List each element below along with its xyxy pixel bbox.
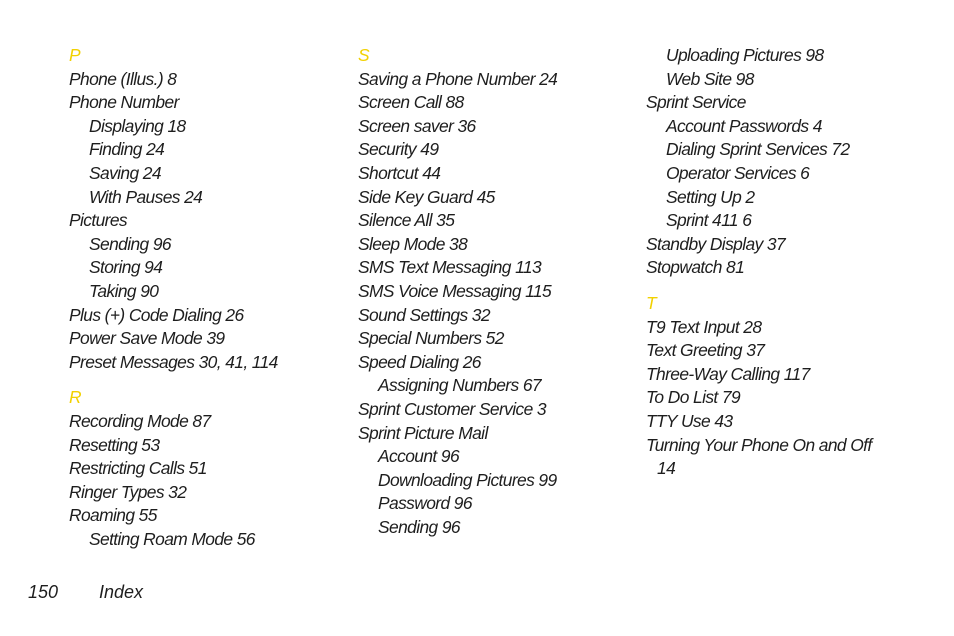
index-entry: Ringer Types 32 [69, 481, 187, 502]
index-subentry: Sending 96 [378, 516, 460, 537]
index-entry: Speed Dialing 26 [358, 351, 481, 372]
index-entry: Sprint Customer Service 3 [358, 398, 546, 419]
index-letter-heading: P [69, 45, 80, 65]
index-entry: SMS Text Messaging 113 [358, 257, 542, 278]
index-subentry: Account 96 [378, 446, 460, 467]
index-entry: Sound Settings 32 [358, 304, 490, 325]
index-entry: Plus (+) Code Dialing 26 [69, 304, 244, 325]
index-subentry: Uploading Pictures 98 [666, 45, 824, 65]
index-entry: Phone Number [69, 92, 179, 113]
index-subentry: Taking 90 [89, 280, 159, 301]
index-entry: T9 Text Input 28 [646, 316, 762, 337]
index-subentry: Account Passwords 4 [666, 115, 822, 136]
index-entry: Pictures [69, 210, 128, 231]
index-entry: TTY Use 43 [646, 410, 733, 431]
index-letter-heading: R [69, 387, 81, 408]
index-subentry: With Pauses 24 [89, 186, 203, 207]
index-subentry: Saving 24 [89, 162, 161, 183]
index-entry: Standby Display 37 [646, 233, 786, 254]
index-entry: Restricting Calls 51 [69, 458, 207, 479]
index-letter-heading: S [358, 45, 369, 65]
index-column-1 [69, 44, 339, 551]
index-subentry: Sending 96 [89, 233, 171, 254]
index-entry: Sprint Service [646, 92, 746, 113]
section-gap [646, 280, 946, 292]
section-gap [69, 374, 339, 386]
index-entry: Text Greeting 37 [646, 340, 765, 361]
index-entry: Stopwatch 81 [646, 257, 745, 278]
index-entry: Side Key Guard 45 [358, 186, 495, 207]
index-entry: Turning Your Phone On and Off [646, 434, 872, 455]
index-subentry: Storing 94 [89, 257, 163, 278]
index-entry: Special Numbers 52 [358, 328, 504, 349]
index-column-3 [646, 44, 946, 481]
page-number: 150 [28, 582, 59, 602]
index-entry: Power Save Mode 39 [69, 328, 225, 349]
index-entry: Shortcut 44 [358, 162, 441, 183]
index-entry: Resetting 53 [69, 434, 160, 455]
index-entry: Saving a Phone Number 24 [358, 68, 558, 89]
index-entry: 14 [657, 458, 676, 479]
index-entry: SMS Voice Messaging 115 [358, 280, 552, 301]
index-entry: Screen Call 88 [358, 92, 464, 113]
index-subentry: Password 96 [378, 493, 472, 514]
index-entry: Screen saver 36 [358, 115, 476, 136]
index-entry: Security 49 [358, 139, 439, 160]
index-subentry: Sprint 411 6 [666, 210, 752, 231]
index-entry: Roaming 55 [69, 505, 157, 526]
index-entry: Sleep Mode 38 [358, 233, 468, 254]
index-subentry: Assigning Numbers 67 [378, 375, 541, 396]
index-subentry: Displaying 18 [89, 115, 186, 136]
index-entry: Sprint Picture Mail [358, 422, 488, 443]
index-entry: To Do List 79 [646, 387, 741, 408]
index-entry: Preset Messages 30, 41, 114 [69, 351, 278, 372]
page-footer [28, 580, 143, 604]
index-subentry: Downloading Pictures 99 [378, 469, 557, 490]
index-subentry: Operator Services 6 [666, 162, 810, 183]
index-column-2 [358, 44, 628, 539]
section-title: Index [99, 582, 144, 602]
index-entry: Silence All 35 [358, 210, 455, 231]
index-entry: Three-Way Calling 117 [646, 363, 810, 384]
index-subentry: Setting Up 2 [666, 186, 755, 207]
index-letter-heading: T [646, 292, 657, 313]
index-entry: Recording Mode 87 [69, 410, 211, 431]
index-entry: Phone (Illus.) 8 [69, 68, 177, 89]
index-subentry: Setting Roam Mode 56 [89, 528, 255, 549]
index-subentry: Finding 24 [89, 139, 165, 160]
index-subentry: Web Site 98 [666, 68, 754, 89]
index-subentry: Dialing Sprint Services 72 [666, 139, 850, 160]
